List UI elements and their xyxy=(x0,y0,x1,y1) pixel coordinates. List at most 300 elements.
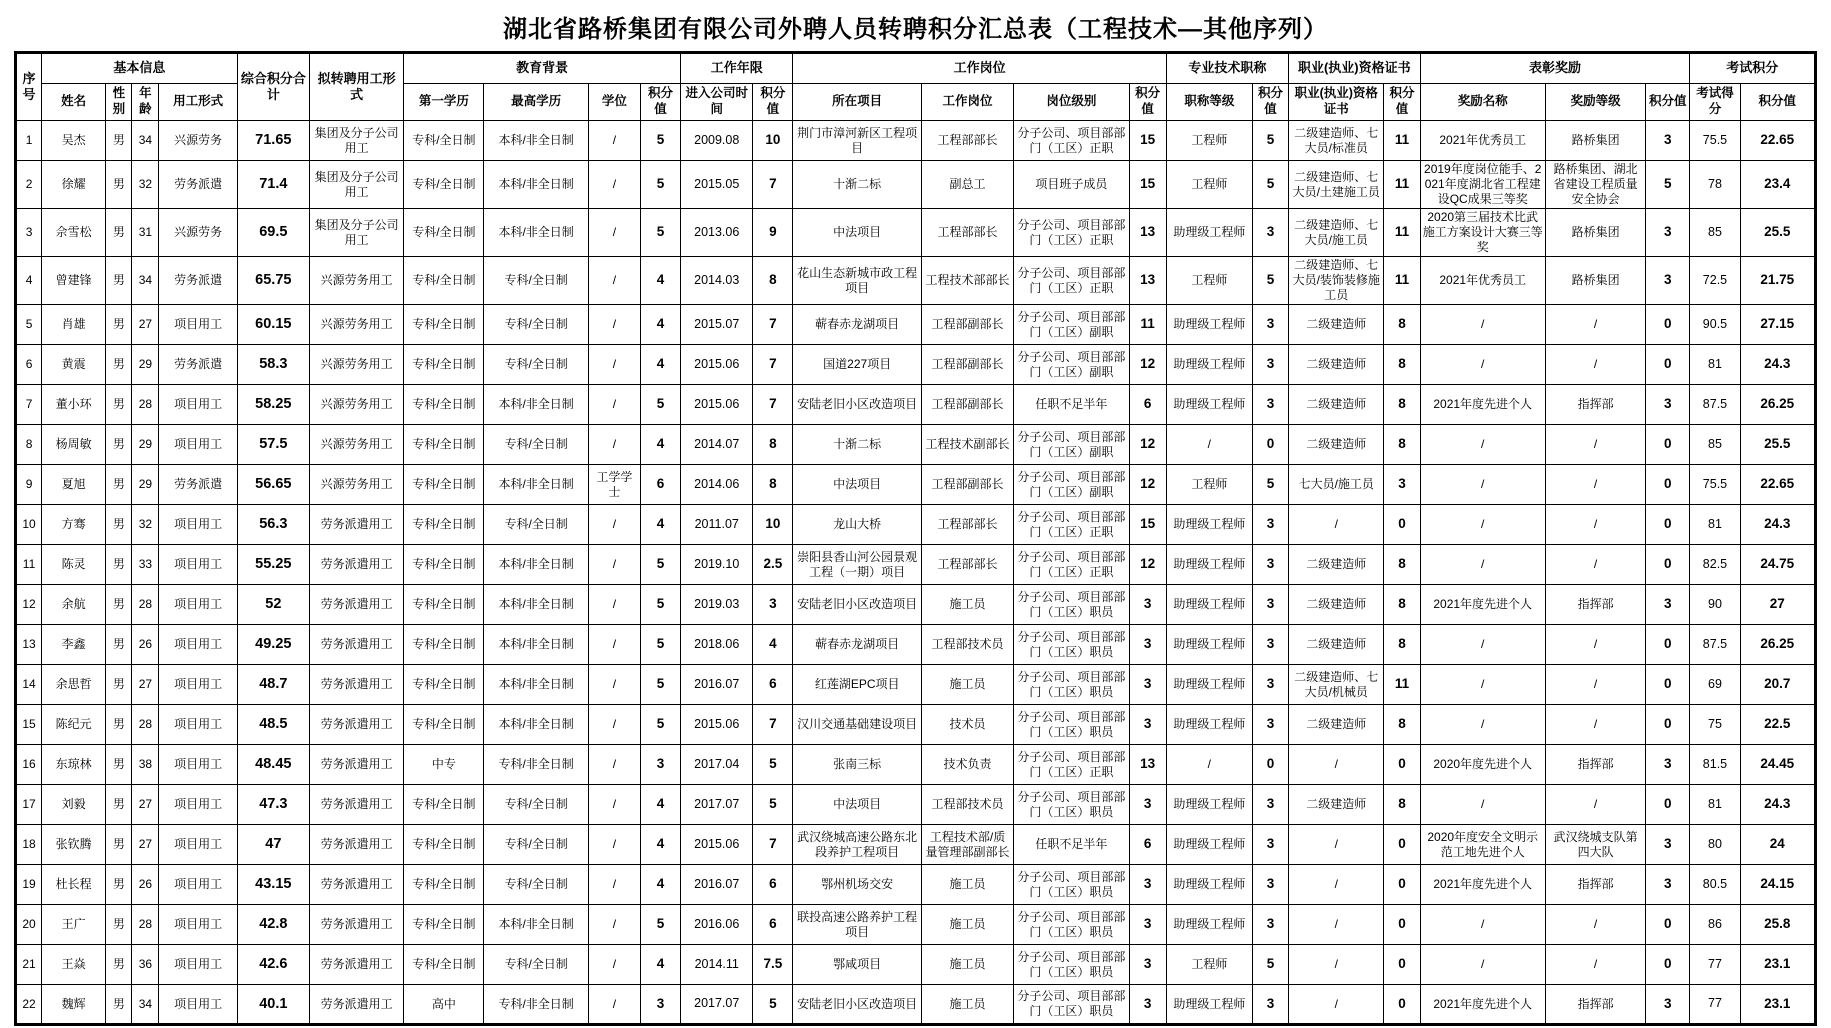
table-cell: 项目班子成员 xyxy=(1014,161,1129,209)
table-cell: 2021年度先进个人 xyxy=(1420,585,1545,625)
table-cell: 荆门市漳河新区工程项目 xyxy=(793,121,921,161)
table-cell: / xyxy=(1420,705,1545,745)
table-cell: 75.5 xyxy=(1690,121,1740,161)
row-number-cell: 16 xyxy=(16,745,42,785)
table-cell: 90 xyxy=(1690,585,1740,625)
table-cell: / xyxy=(1545,785,1645,825)
table-cell: 58.25 xyxy=(237,385,309,425)
table-cell: 助理级工程师 xyxy=(1166,385,1252,425)
table-cell: / xyxy=(1420,945,1545,985)
table-cell: 曾建锋 xyxy=(42,257,106,305)
table-cell: 男 xyxy=(106,665,132,705)
table-cell: 鄂咸项目 xyxy=(793,945,921,985)
table-cell: 二级建造师、七大员/机械员 xyxy=(1289,665,1384,705)
table-cell: 二级建造师 xyxy=(1289,345,1384,385)
table-cell: 48.45 xyxy=(237,745,309,785)
table-cell: 34 xyxy=(132,985,159,1025)
table-cell: 34 xyxy=(132,121,159,161)
table-cell: 男 xyxy=(106,161,132,209)
table-cell: 0 xyxy=(1384,865,1420,905)
column-header: 性别 xyxy=(106,84,132,121)
table-cell: / xyxy=(1289,505,1384,545)
column-group-header: 基本信息 xyxy=(42,53,238,84)
table-cell: 分子公司、项目部部门（工区）职员 xyxy=(1014,905,1129,945)
table-cell: 男 xyxy=(106,825,132,865)
table-cell: 本科/非全日制 xyxy=(484,209,588,257)
table-cell: 3 xyxy=(1252,585,1288,625)
table-cell: 31 xyxy=(132,209,159,257)
table-cell: / xyxy=(1545,305,1645,345)
row-number-cell: 11 xyxy=(16,545,42,585)
table-cell: 兴源劳务用工 xyxy=(309,257,403,305)
table-cell: 0 xyxy=(1252,425,1288,465)
table-cell: 22.65 xyxy=(1740,465,1815,505)
table-cell: 2021年优秀员工 xyxy=(1420,121,1545,161)
table-cell: 33 xyxy=(132,545,159,585)
table-cell: 5 xyxy=(753,785,793,825)
table-cell: 2017.07 xyxy=(681,985,753,1025)
table-cell: 联投高速公路养护工程项目 xyxy=(793,905,921,945)
table-cell: / xyxy=(588,161,640,209)
table-cell: 劳务派遣 xyxy=(159,161,237,209)
table-cell: 23.4 xyxy=(1740,161,1815,209)
table-cell: 3 xyxy=(1129,985,1166,1025)
table-cell: 8 xyxy=(1384,625,1420,665)
table-cell: 集团及分子公司用工 xyxy=(309,209,403,257)
table-row xyxy=(16,121,1816,161)
table-cell: 8 xyxy=(753,425,793,465)
table-cell: / xyxy=(1420,465,1545,505)
table-cell: 专科/全日制 xyxy=(484,785,588,825)
table-cell: 4 xyxy=(640,505,680,545)
table-cell: 专科/全日制 xyxy=(404,545,484,585)
table-cell: 10 xyxy=(753,121,793,161)
table-cell: 3 xyxy=(1252,705,1288,745)
table-cell: 杜长程 xyxy=(42,865,106,905)
column-header: 积分值 xyxy=(1646,84,1690,121)
table-cell: 81 xyxy=(1690,785,1740,825)
table-cell: 任职不足半年 xyxy=(1014,385,1129,425)
table-cell: 4 xyxy=(640,257,680,305)
table-cell: 男 xyxy=(106,505,132,545)
table-cell: 项目用工 xyxy=(159,425,237,465)
column-header: 所在项目 xyxy=(793,84,921,121)
table-cell: 专科/非全日制 xyxy=(484,985,588,1025)
table-cell: 分子公司、项目部部门（工区）职员 xyxy=(1014,625,1129,665)
table-cell: 0 xyxy=(1646,305,1690,345)
row-number-cell: 6 xyxy=(16,345,42,385)
table-cell: 6 xyxy=(1129,825,1166,865)
table-cell: / xyxy=(1166,425,1252,465)
table-cell: / xyxy=(1289,985,1384,1025)
table-cell: 男 xyxy=(106,985,132,1025)
table-cell: 0 xyxy=(1646,545,1690,585)
table-cell: 刘毅 xyxy=(42,785,106,825)
table-cell: 0 xyxy=(1646,945,1690,985)
table-cell: 项目用工 xyxy=(159,905,237,945)
table-cell: / xyxy=(1420,625,1545,665)
table-cell: 81 xyxy=(1690,345,1740,385)
table-cell: 男 xyxy=(106,425,132,465)
table-cell: 任职不足半年 xyxy=(1014,825,1129,865)
table-cell: 分子公司、项目部部门（工区）职员 xyxy=(1014,985,1129,1025)
table-cell: 15 xyxy=(1129,505,1166,545)
table-cell: 28 xyxy=(132,705,159,745)
table-cell: 8 xyxy=(1384,345,1420,385)
table-cell: 二级建造师、七大员/土建施工员 xyxy=(1289,161,1384,209)
table-cell: 47.3 xyxy=(237,785,309,825)
table-cell: 2019年度岗位能手、2021年度湖北省工程建设QC成果三等奖 xyxy=(1420,161,1545,209)
table-cell: / xyxy=(1545,465,1645,505)
table-cell: 专科/全日制 xyxy=(404,825,484,865)
table-cell: 5 xyxy=(1646,161,1690,209)
column-header: 职称等级 xyxy=(1166,84,1252,121)
table-cell: 0 xyxy=(1384,505,1420,545)
table-cell: 分子公司、项目部部门（工区）正职 xyxy=(1014,257,1129,305)
table-cell: 助理级工程师 xyxy=(1166,625,1252,665)
table-cell: 本科/非全日制 xyxy=(484,905,588,945)
table-cell: 工程师 xyxy=(1166,121,1252,161)
table-cell: 指挥部 xyxy=(1545,865,1645,905)
table-cell: 69 xyxy=(1690,665,1740,705)
table-cell: 3 xyxy=(1252,385,1288,425)
table-cell: 二级建造师 xyxy=(1289,425,1384,465)
row-number-cell: 17 xyxy=(16,785,42,825)
table-cell: 二级建造师 xyxy=(1289,585,1384,625)
table-cell: 二级建造师、七大员/装饰装修施工员 xyxy=(1289,257,1384,305)
table-cell: 3 xyxy=(1252,625,1288,665)
table-cell: 77 xyxy=(1690,945,1740,985)
table-cell: 26 xyxy=(132,865,159,905)
table-cell: 90.5 xyxy=(1690,305,1740,345)
table-cell: 二级建造师 xyxy=(1289,305,1384,345)
table-cell: 3 xyxy=(1252,305,1288,345)
table-row xyxy=(16,545,1816,585)
table-cell: 5 xyxy=(753,745,793,785)
table-cell: 男 xyxy=(106,385,132,425)
table-cell: 专科/全日制 xyxy=(484,425,588,465)
row-number-cell: 12 xyxy=(16,585,42,625)
table-cell: 3 xyxy=(1646,985,1690,1025)
table-cell: 0 xyxy=(1646,905,1690,945)
table-cell: 3 xyxy=(640,985,680,1025)
table-cell: 男 xyxy=(106,705,132,745)
table-cell: 集团及分子公司用工 xyxy=(309,121,403,161)
table-cell: / xyxy=(1545,345,1645,385)
table-cell: 24 xyxy=(1740,825,1815,865)
table-cell: 8 xyxy=(1384,785,1420,825)
table-cell: 安陆老旧小区改造项目 xyxy=(793,585,921,625)
table-header xyxy=(16,53,1816,121)
table-cell: 2015.05 xyxy=(681,161,753,209)
table-cell: 4 xyxy=(640,865,680,905)
table-cell: 47 xyxy=(237,825,309,865)
table-cell: 2016.07 xyxy=(681,865,753,905)
table-cell: 男 xyxy=(106,465,132,505)
table-cell: 项目用工 xyxy=(159,945,237,985)
table-cell: 专科/全日制 xyxy=(404,625,484,665)
column-group-header: 教育背景 xyxy=(404,53,681,84)
table-cell: 25.5 xyxy=(1740,425,1815,465)
table-cell: 11 xyxy=(1384,257,1420,305)
table-cell: 3 xyxy=(1129,585,1166,625)
row-number-cell: 3 xyxy=(16,209,42,257)
column-header: 学位 xyxy=(588,84,640,121)
table-cell: 本科/非全日制 xyxy=(484,705,588,745)
table-cell: 3 xyxy=(1252,865,1288,905)
table-cell: 助理级工程师 xyxy=(1166,505,1252,545)
table-cell: 劳务派遣用工 xyxy=(309,905,403,945)
table-cell: 董小环 xyxy=(42,385,106,425)
table-row xyxy=(16,161,1816,209)
table-cell: 2017.04 xyxy=(681,745,753,785)
table-cell: 分子公司、项目部部门（工区）正职 xyxy=(1014,505,1129,545)
table-cell: 0 xyxy=(1384,745,1420,785)
table-cell: / xyxy=(1420,545,1545,585)
table-cell: / xyxy=(1420,665,1545,705)
table-cell: 本科/非全日制 xyxy=(484,465,588,505)
table-cell: 工程师 xyxy=(1166,257,1252,305)
table-cell: 3 xyxy=(1646,825,1690,865)
table-cell: 21.75 xyxy=(1740,257,1815,305)
table-cell: / xyxy=(588,745,640,785)
table-cell: 工程师 xyxy=(1166,161,1252,209)
table-cell: 12 xyxy=(1129,545,1166,585)
column-header: 工作岗位 xyxy=(921,84,1013,121)
table-cell: 2019.03 xyxy=(681,585,753,625)
table-cell: 专科/全日制 xyxy=(404,121,484,161)
table-cell: 工程技术部/质量管理部副部长 xyxy=(921,825,1013,865)
table-cell: / xyxy=(1545,905,1645,945)
table-cell: 15 xyxy=(1129,161,1166,209)
row-number-cell: 22 xyxy=(16,985,42,1025)
table-cell: 8 xyxy=(1384,705,1420,745)
table-cell: 5 xyxy=(640,545,680,585)
table-cell: 国道227项目 xyxy=(793,345,921,385)
table-cell: 劳务派遣用工 xyxy=(309,545,403,585)
table-cell: 专科/全日制 xyxy=(404,305,484,345)
table-cell: 81 xyxy=(1690,505,1740,545)
table-cell: 助理级工程师 xyxy=(1166,705,1252,745)
table-cell: 工程部部长 xyxy=(921,545,1013,585)
table-cell: / xyxy=(588,665,640,705)
table-cell: 5 xyxy=(1252,161,1288,209)
table-cell: 3 xyxy=(1252,505,1288,545)
table-cell: 2020年度安全文明示范工地先进个人 xyxy=(1420,825,1545,865)
table-cell: 男 xyxy=(106,905,132,945)
table-cell: 劳务派遣用工 xyxy=(309,745,403,785)
table-cell: 0 xyxy=(1384,825,1420,865)
table-cell: 男 xyxy=(106,257,132,305)
table-cell: 路桥集团 xyxy=(1545,257,1645,305)
table-cell: 29 xyxy=(132,345,159,385)
table-cell: 2014.06 xyxy=(681,465,753,505)
table-cell: 集团及分子公司用工 xyxy=(309,161,403,209)
table-cell: 2014.07 xyxy=(681,425,753,465)
table-cell: 分子公司、项目部部门（工区）正职 xyxy=(1014,121,1129,161)
column-group-header: 拟转聘用工形式 xyxy=(309,53,403,121)
table-cell: 12 xyxy=(1129,465,1166,505)
score-summary-table xyxy=(14,51,1817,1026)
column-group-header: 专业技术职称 xyxy=(1166,53,1288,84)
table-cell: / xyxy=(588,905,640,945)
table-cell: 劳务派遣用工 xyxy=(309,505,403,545)
table-cell: 工程部副部长 xyxy=(921,345,1013,385)
table-cell: 项目用工 xyxy=(159,625,237,665)
table-cell: 20.7 xyxy=(1740,665,1815,705)
table-cell: / xyxy=(588,785,640,825)
table-row xyxy=(16,345,1816,385)
table-cell: 75.5 xyxy=(1690,465,1740,505)
table-cell: 专科/全日制 xyxy=(404,945,484,985)
table-cell: 项目用工 xyxy=(159,745,237,785)
table-cell: 11 xyxy=(1384,209,1420,257)
table-cell: 25.5 xyxy=(1740,209,1815,257)
table-cell: 工程师 xyxy=(1166,945,1252,985)
column-group-header: 序号 xyxy=(16,53,42,121)
table-cell: 项目用工 xyxy=(159,785,237,825)
table-cell: 方骞 xyxy=(42,505,106,545)
column-group-header: 表彰奖励 xyxy=(1420,53,1690,84)
table-cell: 项目用工 xyxy=(159,385,237,425)
table-cell: 项目用工 xyxy=(159,305,237,345)
table-cell: 路桥集团、湖北省建设工程质量安全协会 xyxy=(1545,161,1645,209)
column-header: 姓名 xyxy=(42,84,106,121)
table-cell: 专科/全日制 xyxy=(404,257,484,305)
table-cell: 劳务派遣用工 xyxy=(309,865,403,905)
table-cell: 42.6 xyxy=(237,945,309,985)
table-cell: / xyxy=(1545,625,1645,665)
table-cell: 劳务派遣 xyxy=(159,465,237,505)
table-cell: 工程部副部长 xyxy=(921,465,1013,505)
row-number-cell: 19 xyxy=(16,865,42,905)
table-cell: 男 xyxy=(106,121,132,161)
table-cell: / xyxy=(588,121,640,161)
table-cell: 3 xyxy=(1129,665,1166,705)
table-cell: / xyxy=(1420,305,1545,345)
table-cell: 0 xyxy=(1646,785,1690,825)
table-cell: 二级建造师 xyxy=(1289,385,1384,425)
table-row xyxy=(16,257,1816,305)
table-cell: / xyxy=(588,209,640,257)
table-cell: 0 xyxy=(1646,345,1690,385)
table-cell: 项目用工 xyxy=(159,505,237,545)
table-cell: 32 xyxy=(132,161,159,209)
row-number-cell: 5 xyxy=(16,305,42,345)
table-cell: 助理级工程师 xyxy=(1166,905,1252,945)
table-cell: / xyxy=(1420,345,1545,385)
table-cell: 分子公司、项目部部门（工区）职员 xyxy=(1014,945,1129,985)
table-cell: 86 xyxy=(1690,905,1740,945)
row-number-cell: 20 xyxy=(16,905,42,945)
table-cell: 助理级工程师 xyxy=(1166,865,1252,905)
table-cell: 4 xyxy=(640,945,680,985)
table-cell: 4 xyxy=(640,825,680,865)
table-cell: 2020第三届技术比武施工方案设计大赛三等奖 xyxy=(1420,209,1545,257)
table-cell: 69.5 xyxy=(237,209,309,257)
table-cell: 施工员 xyxy=(921,665,1013,705)
table-cell: 26 xyxy=(132,625,159,665)
table-cell: / xyxy=(588,945,640,985)
table-cell: 55.25 xyxy=(237,545,309,585)
table-cell: 专科/全日制 xyxy=(404,505,484,545)
table-cell: / xyxy=(1545,945,1645,985)
table-cell: 4 xyxy=(640,785,680,825)
table-cell: 专科/全日制 xyxy=(484,945,588,985)
table-cell: 专科/全日制 xyxy=(404,665,484,705)
table-cell: 42.8 xyxy=(237,905,309,945)
table-row xyxy=(16,305,1816,345)
table-cell: 工程部副部长 xyxy=(921,385,1013,425)
table-cell: 29 xyxy=(132,465,159,505)
table-cell: 技术员 xyxy=(921,705,1013,745)
table-cell: 5 xyxy=(640,161,680,209)
table-cell: 3 xyxy=(1646,209,1690,257)
table-cell: 助理级工程师 xyxy=(1166,209,1252,257)
column-group-header: 职业(执业)资格证书 xyxy=(1289,53,1420,84)
table-cell: 4 xyxy=(640,425,680,465)
column-header: 进入公司时间 xyxy=(681,84,753,121)
table-cell: 5 xyxy=(640,385,680,425)
table-cell: 24.3 xyxy=(1740,785,1815,825)
row-number-cell: 8 xyxy=(16,425,42,465)
table-cell: 24.45 xyxy=(1740,745,1815,785)
table-cell: 10 xyxy=(753,505,793,545)
table-cell: 七大员/施工员 xyxy=(1289,465,1384,505)
table-cell: 2015.06 xyxy=(681,385,753,425)
table-cell: 专科/全日制 xyxy=(404,161,484,209)
table-cell: 6 xyxy=(1129,385,1166,425)
table-cell: 8 xyxy=(753,257,793,305)
table-cell: 8 xyxy=(1384,385,1420,425)
table-cell: 安陆老旧小区改造项目 xyxy=(793,385,921,425)
table-cell: 劳务派遣用工 xyxy=(309,825,403,865)
table-cell: 0 xyxy=(1646,465,1690,505)
table-cell: 男 xyxy=(106,625,132,665)
table-cell: 2021年度先进个人 xyxy=(1420,865,1545,905)
table-cell: 60.15 xyxy=(237,305,309,345)
column-header: 第一学历 xyxy=(404,84,484,121)
table-cell: 3 xyxy=(1646,585,1690,625)
table-cell: 8 xyxy=(1384,425,1420,465)
table-cell: 项目用工 xyxy=(159,705,237,745)
table-cell: 指挥部 xyxy=(1545,745,1645,785)
table-cell: 路桥集团 xyxy=(1545,209,1645,257)
table-cell: 专科/全日制 xyxy=(404,209,484,257)
table-cell: 十渐二标 xyxy=(793,161,921,209)
table-cell: 22.5 xyxy=(1740,705,1815,745)
row-number-cell: 2 xyxy=(16,161,42,209)
table-cell: / xyxy=(588,865,640,905)
table-cell: 专科/全日制 xyxy=(404,465,484,505)
table-cell: / xyxy=(588,345,640,385)
table-cell: / xyxy=(1545,705,1645,745)
table-cell: 13 xyxy=(1129,257,1166,305)
table-cell: 3 xyxy=(1129,785,1166,825)
table-cell: 2017.07 xyxy=(681,785,753,825)
table-cell: / xyxy=(1420,785,1545,825)
table-cell: 专科/全日制 xyxy=(404,865,484,905)
table-cell: 余思哲 xyxy=(42,665,106,705)
table-cell: 高中 xyxy=(404,985,484,1025)
table-cell: 15 xyxy=(1129,121,1166,161)
table-cell: 肖雄 xyxy=(42,305,106,345)
table-cell: 85 xyxy=(1690,425,1740,465)
table-cell: 兴源劳务用工 xyxy=(309,385,403,425)
table-cell: 23.1 xyxy=(1740,945,1815,985)
table-cell: 蕲春赤龙湖项目 xyxy=(793,625,921,665)
table-cell: 夏旭 xyxy=(42,465,106,505)
